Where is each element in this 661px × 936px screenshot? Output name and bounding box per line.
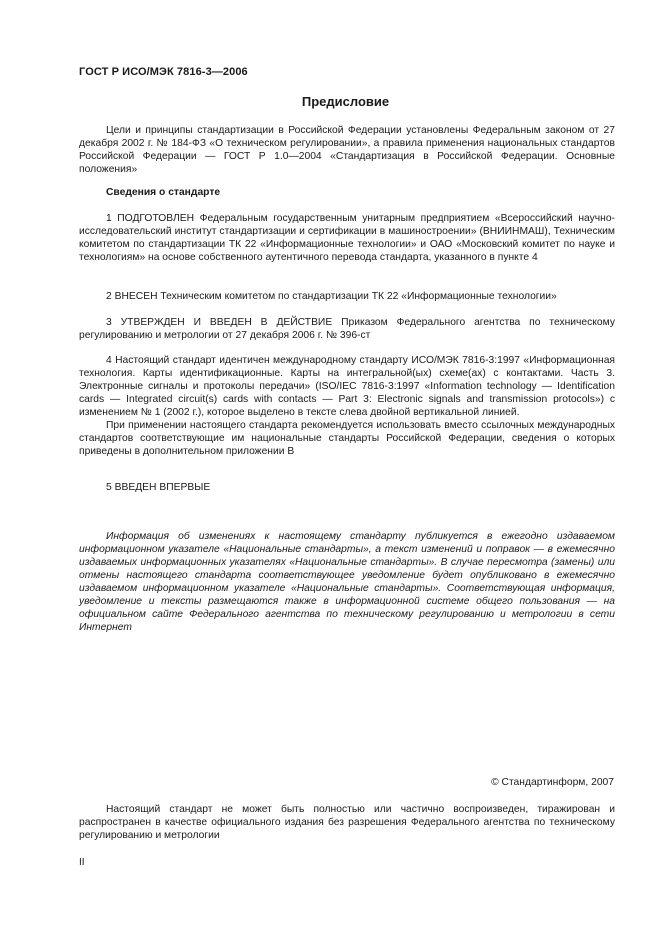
item-1: 1 ПОДГОТОВЛЕН Федеральным государственным унитарным предприятием «Всероссийский научно-исследовательский институт стандартизации и сертификации в машиностроении» (ВНИИНМАШ), Техническим комитетом по стандартизации ТК 22 «Информационные технологии» и ОАО «Московский комитет по науке и технологиям» на основе собственного аутентичного перевода стандарта, указанного в пункте 4: [79, 213, 615, 263]
item-3-block: [79, 316, 615, 342]
document-header: ГОСТ Р ИСО/МЭК 7816-3—2006: [79, 66, 248, 78]
item-4-block: [79, 354, 615, 458]
intro-block: [79, 124, 615, 176]
page-title: Предисловие: [301, 94, 390, 109]
item-5-block: [79, 481, 615, 494]
item-4: 4 Настоящий стандарт идентичен международному стандарту ИСО/МЭК 7816-3:1997 «Информационная технология. Карты идентификационные. Карты на интегральной(ых) схеме(ах) с контактами. Часть 3. Электронные сигналы и протоколы передачи» (ISO/IEC 7816-3:1997 «Information technology — Identification cards — Integrated circuit(s) cards with contacts — Part 3: Electronic signals and transmission protocols») с изменением № 1 (2002 г.), которое выделено в тексте слева двойной вертикальной линией.: [79, 355, 615, 418]
item-3: 3 УТВЕРЖДЕН И ВВЕДЕН В ДЕЙСТВИЕ Приказом Федерального агентства по техническому регулированию и метрологии от 27 декабря 2006 г. № 396-ст: [79, 317, 615, 341]
notice-paragraph: Информация об изменениях к настоящему стандарту публикуется в ежегодно издаваемом информационном указателе «Национальные стандарты», а текст изменений и поправок — в ежемесячно издаваемых информационных указателях «Национальные стандарты». В случае пересмотра (замены) или отмены настоящего стандарта соответствующее уведомление будет опубликовано в ежемесячно издаваемом информационном указателе «Национальные стандарты». Соответствующая информация, уведомление и тексты размещаются также в информационной системе общего пользования — на официальном сайте Федерального агентства по техническому регулированию и метрологии в сети Интернет: [79, 531, 615, 633]
footer-paragraph: Настоящий стандарт не может быть полностью или частично воспроизведен, тиражирован и распространен в качестве официального издания без разрешения Федерального агентства по техническому регулированию и метрологии: [79, 804, 615, 841]
notice-block: [79, 530, 615, 634]
copyright: © Стандартинформ, 2007: [491, 777, 614, 788]
subheading-block: [79, 186, 615, 199]
footer-block: [79, 803, 615, 842]
item-2-block: [79, 290, 615, 303]
page-number: II: [79, 857, 85, 868]
item-1-block: [79, 212, 615, 264]
item-5: 5 ВВЕДЕН ВПЕРВЫЕ: [106, 482, 211, 493]
subheading: Сведения о стандарте: [106, 187, 221, 198]
intro-paragraph: Цели и принципы стандартизации в Российской Федерации установлены Федеральным законом от 27 декабря 2002 г. № 184-ФЗ «О техническом регулировании», а правила применения национальных стандартов Российской Федерации — ГОСТ Р 1.0—2004 «Стандартизация в Российской Федерации. Основные положения»: [79, 125, 615, 175]
item-4-note: При применении настоящего стандарта рекомендуется использовать вместо ссылочных международных стандартов соответствующие им национальные стандарты Российской Федерации, сведения о которых приведены в дополнительном приложении В: [79, 420, 615, 457]
item-2: 2 ВНЕСЕН Техническим комитетом по стандартизации ТК 22 «Информационные технологии»: [106, 291, 557, 302]
